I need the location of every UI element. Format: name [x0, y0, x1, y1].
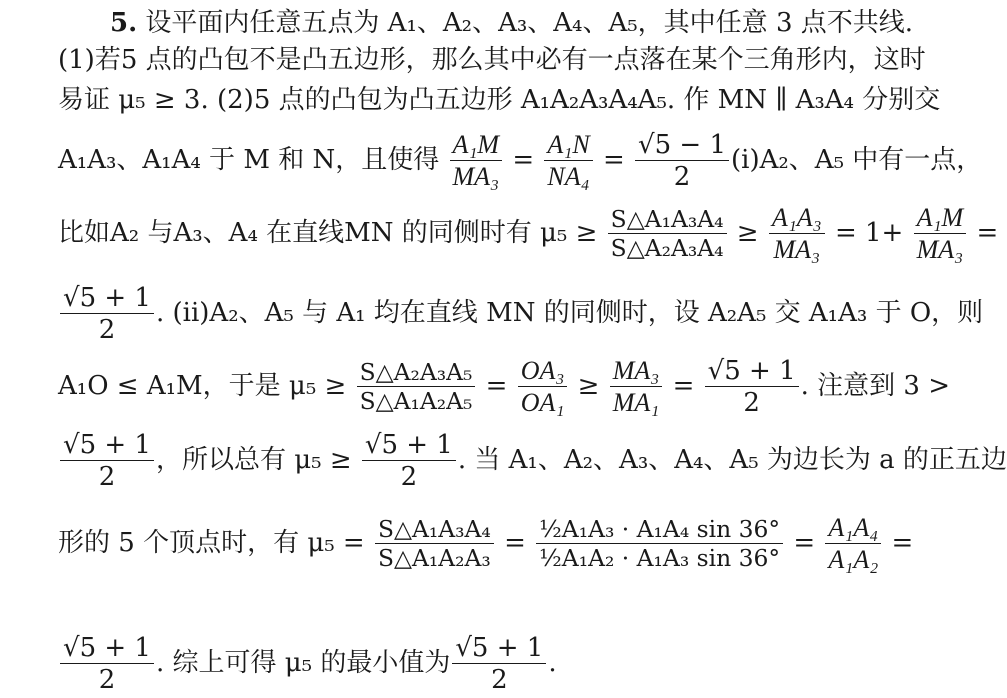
fraction: $\frac{\text{A₁A₃}}{\text{MA₃}}$	[769, 205, 825, 263]
problem-number: 5.	[110, 8, 138, 38]
fraction: $\frac{√5 + 1}{2}$	[60, 285, 154, 343]
line-9-a: 形的 5 个顶点时，有 μ₅ =	[58, 528, 365, 558]
fraction: $\frac{\text{OA₃}}{\text{OA₁}}$	[518, 358, 568, 416]
line-2-text: (1)若5 点的凸包不是凸五边形，那么其中必有一点落在某个三角形内，这时	[58, 45, 926, 75]
fraction: $\frac{\text{A₁M}}{\text{MA₃}}$	[450, 132, 503, 190]
text-line-5: 比如A₂ 与A₃、A₄ 在直线MN 的同侧时有 μ₅ ≥ $\frac{\text{S△A₁A₃A₄}}{\text{S△A₂A₃A₄}}$ ≥ $\frac{\text{A₁A₃}}{\text{MA₃}}$ = 1+ $\frac{\text{A₁M}}{\text{MA₃}}$ =	[58, 203, 999, 264]
line-3-a: 易证 μ₅ ≥ 3.	[58, 85, 209, 115]
line-4-b: (i)A₂、A₅ 中有一点，	[730, 145, 983, 175]
fraction: $\frac{√5 + 1}{2}$	[452, 635, 546, 693]
line-8-b: . 当 A₁、A₂、A₃、A₄、A₅ 为边长为 a 的正五边	[457, 445, 1007, 475]
text-line-1	[110, 10, 913, 36]
text-line-2	[58, 47, 926, 73]
line-6-a: . (ii)A₂、A₅ 与 A₁ 均在直线 MN 的同侧时，设 A₂A₅ 交 A₁A₃ 于 O，则	[155, 298, 984, 328]
text-line-4: A₁A₃、A₁A₄ 于 M 和 N，且使得 $\frac{\text{A₁M}}{\text{MA₃}}$ = $\frac{\text{A₁N}}{\text{NA₄}}$ = $\frac{√5 - 1}{2}$ (i)A₂、A₅ 中有一点，	[58, 130, 983, 192]
line-7-a: A₁O ≤ A₁M，于是 μ₅ ≥	[58, 371, 347, 401]
fraction: $\frac{\text{A₁A₄}}{\text{A₁A₂}}$	[825, 515, 881, 573]
line-5-b: = 1+	[834, 218, 904, 248]
line-3-b: (2)5 点的凸包为凸五边形 A₁A₂A₃A₄A₅. 作 MN ∥ A₃A₄ 分别交	[216, 85, 941, 115]
fraction: $\frac{\text{A₁M}}{\text{MA₃}}$	[914, 205, 967, 263]
fraction: $\frac{√5 + 1}{2}$	[362, 432, 456, 490]
fraction: $\frac{\text{S△A₁A₃A₄}}{\text{S△A₁A₂A₃}}$	[375, 518, 494, 571]
fraction: $\frac{√5 - 1}{2}$	[635, 132, 729, 190]
fraction: $\frac{\text{S△A₁A₃A₄}}{\text{S△A₂A₃A₄}}$	[608, 208, 727, 261]
text-line-9: 形的 5 个顶点时，有 μ₅ = $\frac{\text{S△A₁A₃A₄}}{\text{S△A₁A₂A₃}}$ = $\frac{\text{½A₁A₃ · A₁A₄ sin 36°}}{\text{½A₁A₂ · A₁A₃ sin 36°}}$ = $\frac{\text{A₁A₄}}{\text{A₁A₂}}$ =	[58, 513, 914, 574]
fraction: $\frac{√5 + 1}{2}$	[60, 432, 154, 490]
text-line-3	[58, 87, 940, 113]
line-1-text: 设平面内任意五点为 A₁、A₂、A₃、A₄、A₅，其中任意 3 点不共线.	[145, 8, 914, 38]
fraction: $\frac{\text{S△A₂A₃A₅}}{\text{S△A₁A₂A₅}}$	[357, 361, 476, 414]
text-line-8	[58, 432, 1007, 490]
fraction: $\frac{\text{½A₁A₃ · A₁A₄ sin 36°}}{\text{½A₁A₂ · A₁A₃ sin 36°}}$	[536, 518, 783, 571]
fraction: $\frac{\text{MA₃}}{\text{MA₁}}$	[610, 358, 663, 416]
line-5-a: 比如A₂ 与A₃、A₄ 在直线MN 的同侧时有 μ₅ ≥	[58, 218, 598, 248]
line-4-a: A₁A₃、A₁A₄ 于 M 和 N，且使得	[58, 145, 440, 175]
text-line-7: A₁O ≤ A₁M，于是 μ₅ ≥ $\frac{\text{S△A₂A₃A₅}}{\text{S△A₁A₂A₅}}$ = $\frac{\text{OA₃}}{\text{OA₁}}$ ≥ $\frac{\text{MA₃}}{\text{MA₁}}$ = $\frac{√5 + 1}{2}$ . 注意到 3 >	[58, 356, 951, 418]
line-10-b: .	[548, 648, 557, 678]
fraction: $\frac{√5 + 1}{2}$	[60, 635, 154, 693]
line-10-a: . 综上可得 μ₅ 的最小值为	[155, 648, 451, 678]
line-7-b: . 注意到 3 >	[800, 371, 951, 401]
text-line-6	[58, 285, 983, 343]
line-8-a: ，所以总有 μ₅ ≥	[155, 445, 352, 475]
text-line-10	[58, 635, 557, 693]
fraction: $\frac{√5 + 1}{2}$	[705, 358, 799, 416]
fraction: $\frac{\text{A₁N}}{\text{NA₄}}$	[544, 132, 592, 190]
